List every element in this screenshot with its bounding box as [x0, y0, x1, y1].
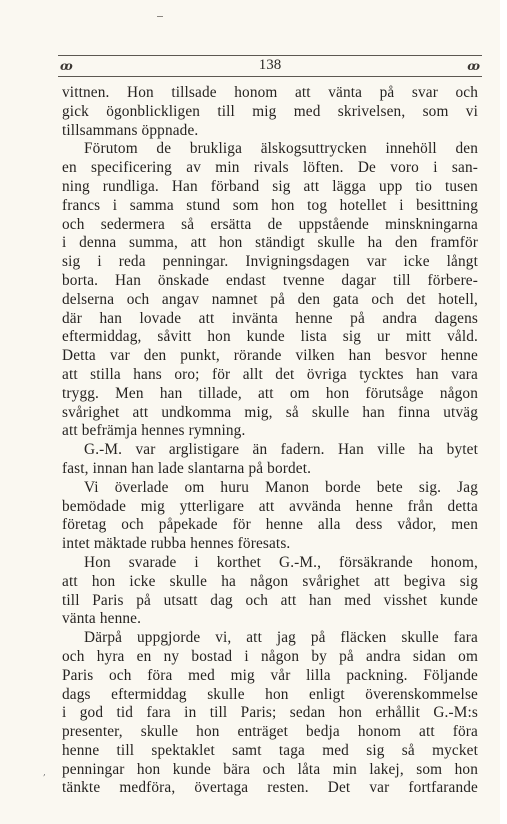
header-ornament-left-icon: ꝏ	[60, 59, 73, 73]
text-line: vittnen. Hon tillsade honom att vänta på svar och	[62, 84, 478, 101]
text-line: penningar hon kunde bära och låta min lakej, som hon	[62, 760, 478, 778]
text-line: henne till spektaklet samt taga med sig så mycket	[62, 741, 478, 759]
page-edge	[500, 0, 507, 824]
text-line: företag och påpekade för henne alla dess vådor, men	[62, 516, 478, 534]
text-line: Därpå uppgjorde vi, att jag på fläcken skulle fara	[84, 629, 478, 647]
text-line: delserna och angav namnet på den gata och det hotell,	[62, 290, 478, 308]
header-rule-top	[58, 55, 482, 56]
page-number: 138	[258, 57, 282, 73]
text-line: och hyra en ny bostad i någon by på andra sidan om	[62, 647, 478, 665]
text-line: dags eftermiddag skulle hon enligt överenskommelse	[62, 685, 478, 703]
text-line: francs i samma stund som hon tog hotellet i besittning	[62, 196, 478, 214]
text-line: Förutom de brukliga älskogsuttrycken innehöll den	[84, 140, 478, 158]
text-line: till Paris på utsatt dag och att han med visshet kunde	[62, 591, 478, 609]
text-line: trygg. Men han tillade, att om hon förutsåge någon	[62, 384, 478, 402]
text-line: sig i reda penningar. Invigningsdagen var icke långt	[62, 253, 478, 271]
margin-dot: ,	[43, 768, 46, 778]
text-line: Paris och föra med mig vår lilla packning. Följande	[62, 666, 478, 684]
text-line: eftermiddag, såvitt hon kunde lista sig ur mitt våld.	[62, 328, 478, 346]
print-mark	[157, 16, 163, 17]
text-line: en specificering av min rivals löften. De voro i san-	[62, 159, 478, 177]
text-line: presenter, skulle hon enträget bedja honom att föra	[62, 723, 478, 741]
text-line: bemödade mig ytterligare att avvända henne från detta	[62, 497, 478, 515]
text-line: där han lovade att invänta henne på andra dagens	[62, 309, 478, 327]
text-line: borta. Han önskade endast tvenne dagar till förbere-	[62, 271, 478, 289]
text-line: och sedermera så ersätta de uppstående minskningarna	[62, 215, 478, 233]
page-header	[58, 55, 482, 75]
text-line: ning rundliga. Han förband sig att lägga upp tio tusen	[62, 177, 478, 195]
text-line: tillsammans öppnade.	[62, 121, 199, 139]
text-line: intet mäktade rubba hennes föresats.	[62, 535, 291, 553]
text-line: vänta henne.	[62, 610, 142, 628]
text-line: att befrämja hennes rymning.	[62, 422, 246, 440]
text-line: fast, innan han lade slantarna på bordet.	[62, 459, 312, 477]
body-text	[62, 84, 478, 798]
text-line: gick ögonblickligen till mig med skrivelsen, som vi	[62, 102, 478, 120]
text-line: Detta var den punkt, rörande vilken han besvor henne	[62, 347, 478, 365]
header-ornament-right-icon: ꝏ	[467, 59, 480, 73]
text-line: att hon icke skulle ha någon svårighet att begiva sig	[62, 572, 478, 590]
text-line: G.-M. var arglistigare än fadern. Han ville ha bytet	[84, 441, 478, 459]
text-line: Hon svarade i korthet G.-M., försäkrande honom,	[84, 553, 478, 571]
text-line: i god tid fara in till Paris; sedan hon erhållit G.-M:s	[62, 704, 478, 722]
header-rule-bottom	[58, 76, 482, 77]
text-line: tänkte medföra, övertaga resten. Det var fortfarande	[62, 779, 478, 797]
text-line: i denna summa, att hon ständigt skulle ha den framför	[62, 234, 478, 252]
text-line: Vi överlade om huru Manon borde bete sig. Jag	[84, 478, 478, 496]
text-line: att stilla hans oro; för allt det övriga tycktes han vara	[62, 365, 478, 383]
text-line: svårighet att undkomma mig, så skulle han finna utväg	[62, 403, 478, 421]
